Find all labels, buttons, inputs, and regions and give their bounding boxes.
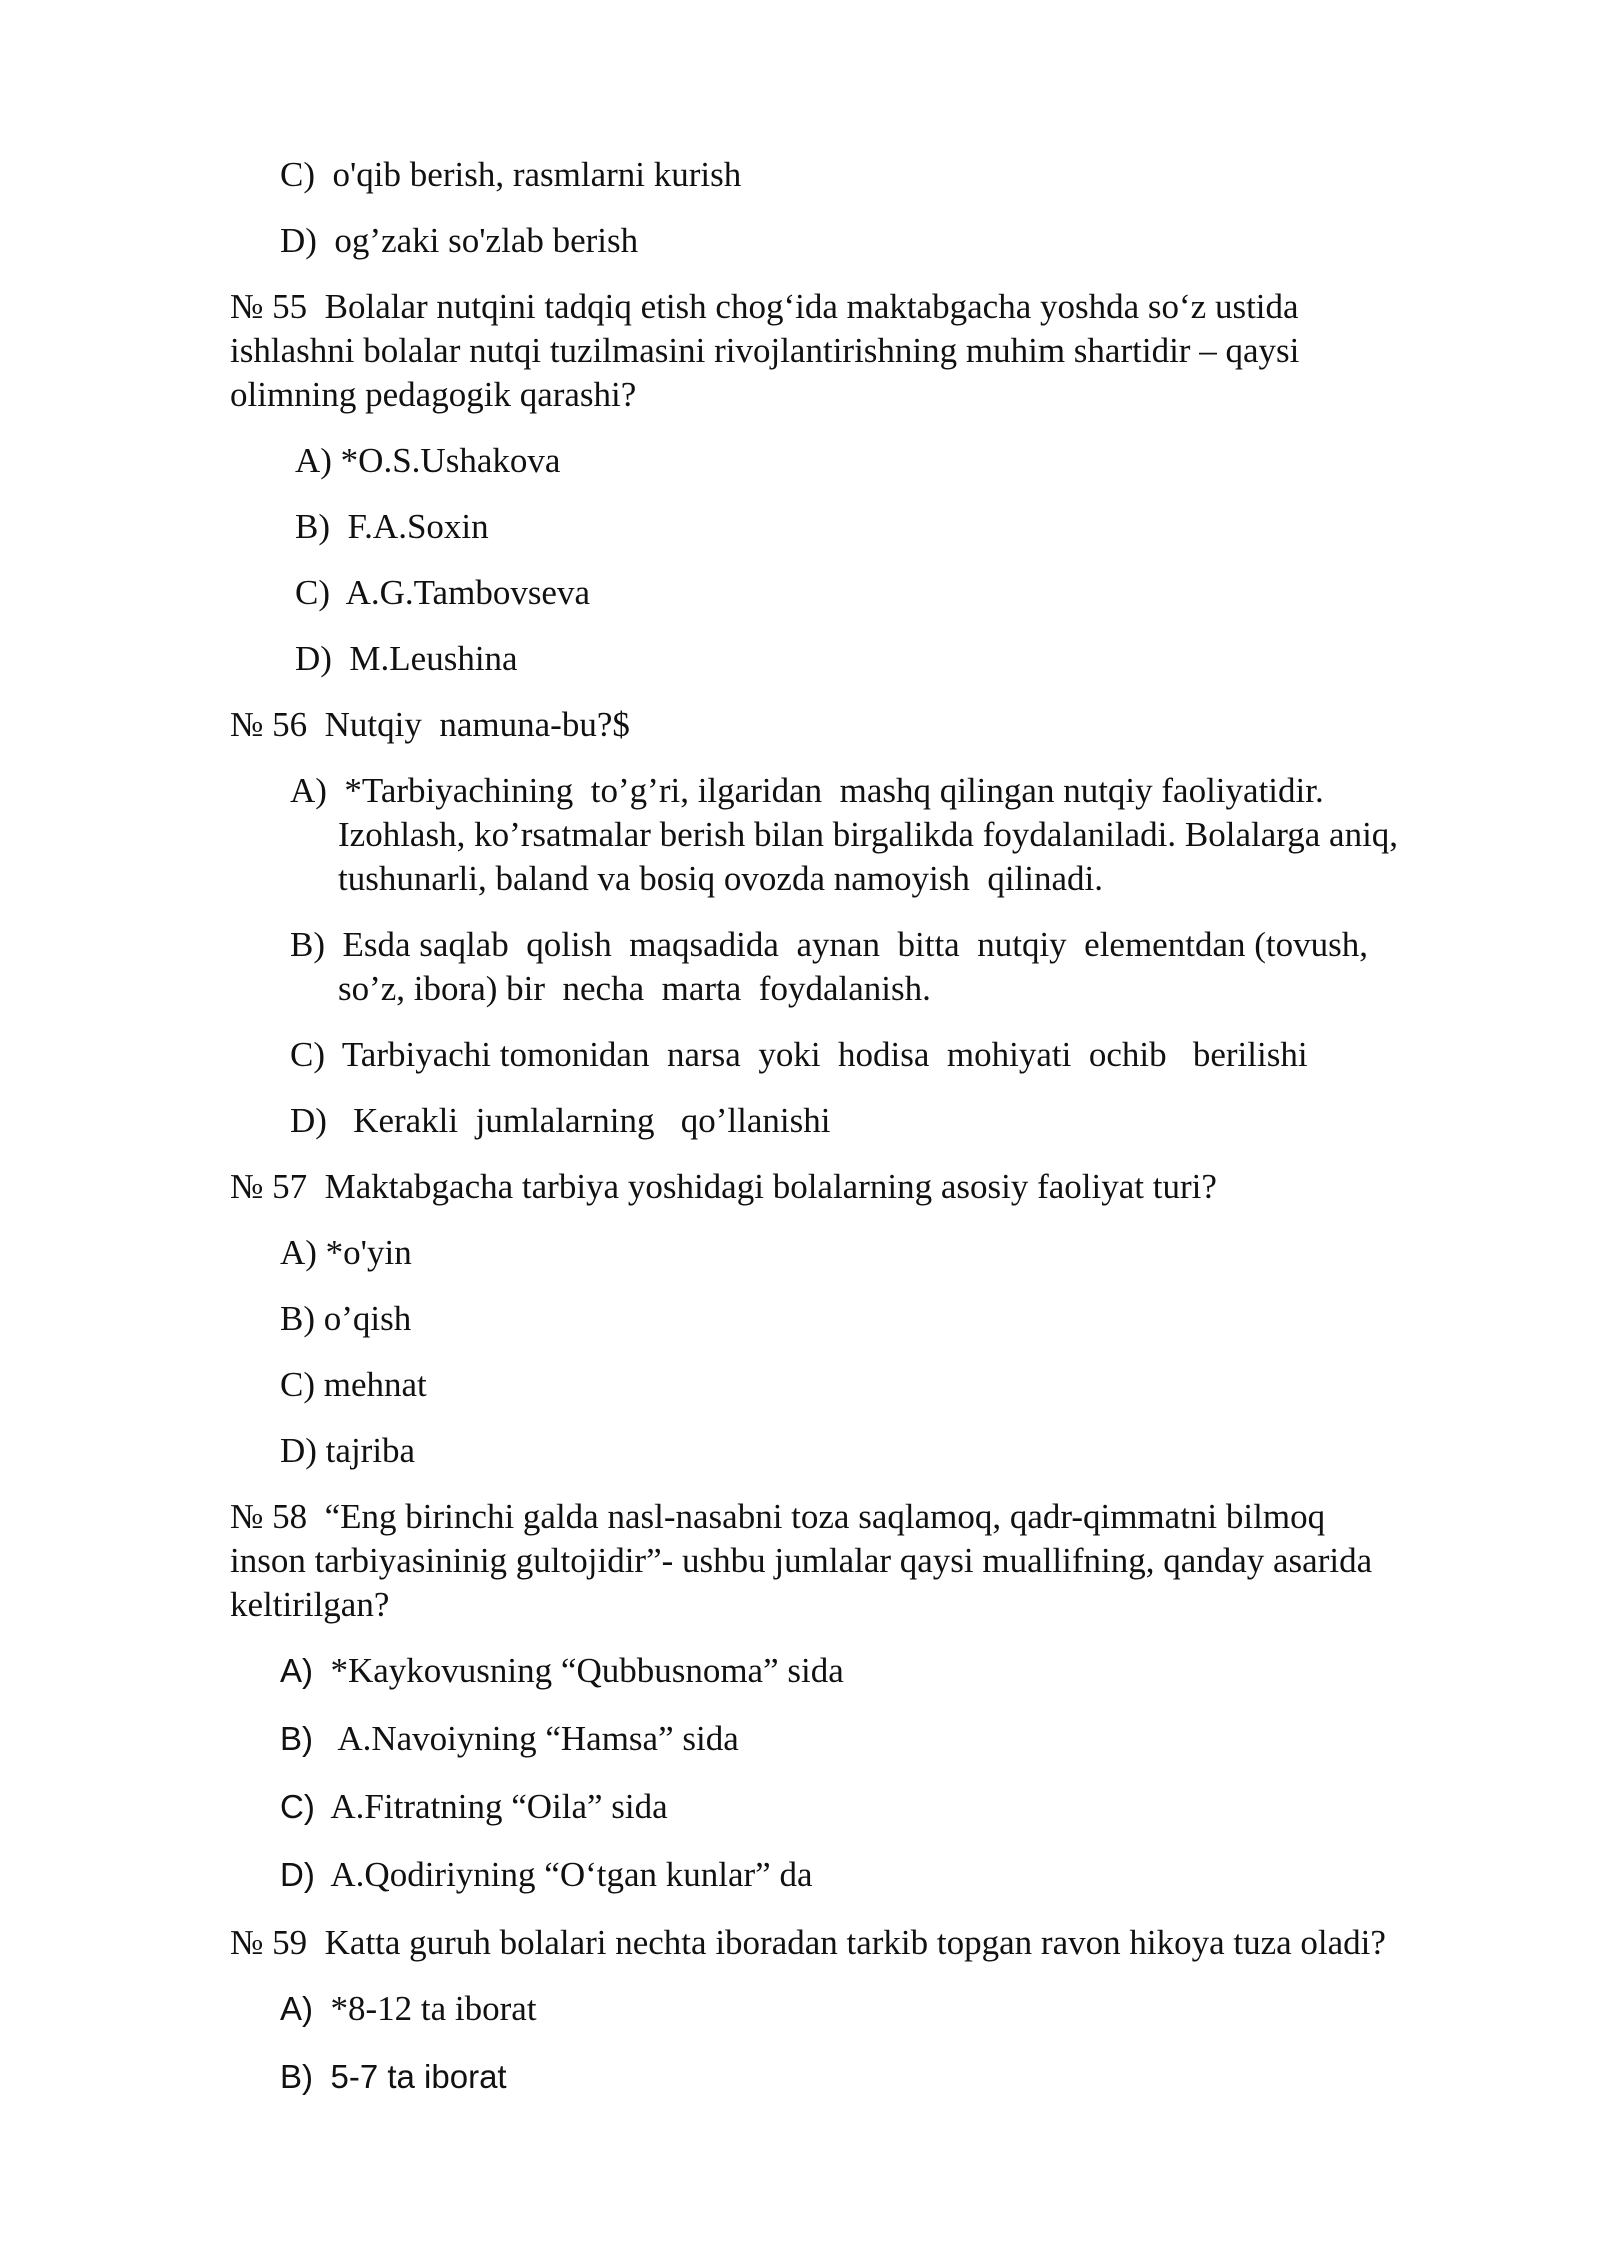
q58-option-b	[280, 1717, 739, 1761]
q58-option-c-letter: C)	[280, 1788, 315, 1825]
prev-option-c: C) o'qib berish, rasmlarni kurish	[280, 155, 742, 194]
q55-text-line-1: № 55 Bolalar nutqini tadqiq etish chog‘ida maktabgacha yoshda so‘z ustida	[230, 287, 1299, 326]
q55-option-a: A) *O.S.Ushakova	[295, 441, 561, 480]
q57-text-line-1: № 57 Maktabgacha tarbiya yoshidagi bolalarning asosiy faoliyat turi?	[230, 1167, 1217, 1206]
q57-option-b: B) o’qish	[280, 1299, 412, 1338]
q57-option-c: C) mehnat	[280, 1365, 427, 1404]
q55-option-d: D) M.Leushina	[295, 639, 518, 678]
q59-option-a-letter: A)	[280, 1990, 313, 2027]
q56-text-line-1: № 56 Nutqiy namuna-bu?$	[230, 705, 630, 744]
q55-option-b: B) F.A.Soxin	[295, 507, 489, 546]
q59-option-b	[280, 2055, 507, 2099]
q55-text-line-2: ishlashni bolalar nutqi tuzilmasini rivojlantirishning muhim shartidir – qaysi	[230, 331, 1300, 370]
q56-option-a-line-1: A) *Tarbiyachining to’g’ri, ilgaridan mashq qilingan nutqiy faoliyatidir.	[290, 771, 1324, 810]
prev-option-d: D) og’zaki so'zlab berish	[280, 221, 639, 260]
q56-option-b-line-2: so’z, ibora) bir necha marta foydalanish.	[338, 969, 931, 1008]
q56-option-a-line-2: Izohlash, ko’rsatmalar berish bilan birgalikda foydalaniladi. Bolalarga aniq,	[338, 815, 1399, 854]
q58-option-a-text: *Kaykovusning “Qubbusnoma” sida	[330, 1651, 844, 1690]
q57-option-d: D) tajriba	[280, 1431, 416, 1470]
q56-option-a-line-3: tushunarli, baland va bosiq ovozda namoyish qilinadi.	[338, 859, 1104, 898]
q56-option-d: D) Kerakli jumlalarning qo’llanishi	[290, 1101, 831, 1140]
q58-option-a	[280, 1649, 844, 1693]
q58-option-b-letter: B)	[280, 1720, 313, 1757]
q58-text-line-1: № 58 “Eng birinchi galda nasl-nasabni toza saqlamoq, qadr-qimmatni bilmoq	[230, 1497, 1326, 1536]
q58-option-d	[280, 1853, 813, 1897]
q58-option-b-text: A.Navoiyning “Hamsa” sida	[337, 1719, 739, 1758]
q59-option-b-text: 5-7 ta iborat	[330, 2058, 507, 2095]
q55-text-line-3: olimning pedagogik qarashi?	[230, 375, 637, 414]
q58-option-c	[280, 1785, 668, 1829]
q58-text-line-3: keltirilgan?	[230, 1585, 390, 1624]
q59-option-b-letter: B)	[280, 2058, 313, 2095]
q55-option-c: C) A.G.Tambovseva	[295, 573, 591, 612]
q58-option-a-letter: A)	[280, 1652, 313, 1689]
q58-text-line-2: inson tarbiyasininig gultojidir”- ushbu jumlalar qaysi muallifning, qanday asarida	[230, 1541, 1373, 1580]
q59-option-a-text: *8-12 ta iborat	[330, 1989, 537, 2028]
q56-option-b-line-1: B) Esda saqlab qolish maqsadida aynan bitta nutqiy elementdan (tovush,	[290, 925, 1368, 964]
q58-option-d-letter: D)	[280, 1856, 315, 1893]
q57-option-a: A) *o'yin	[280, 1233, 412, 1272]
q59-text-line-1: № 59 Katta guruh bolalari nechta iboradan tarkib topgan ravon hikoya tuza oladi?	[230, 1923, 1386, 1962]
q59-option-a	[280, 1987, 537, 2031]
q56-option-c: C) Tarbiyachi tomonidan narsa yoki hodisa mohiyati ochib berilishi	[290, 1035, 1308, 1074]
q58-option-c-text: A.Fitratning “Oila” sida	[330, 1787, 668, 1826]
q58-option-d-text: A.Qodiriyning “O‘tgan kunlar” da	[330, 1855, 813, 1894]
